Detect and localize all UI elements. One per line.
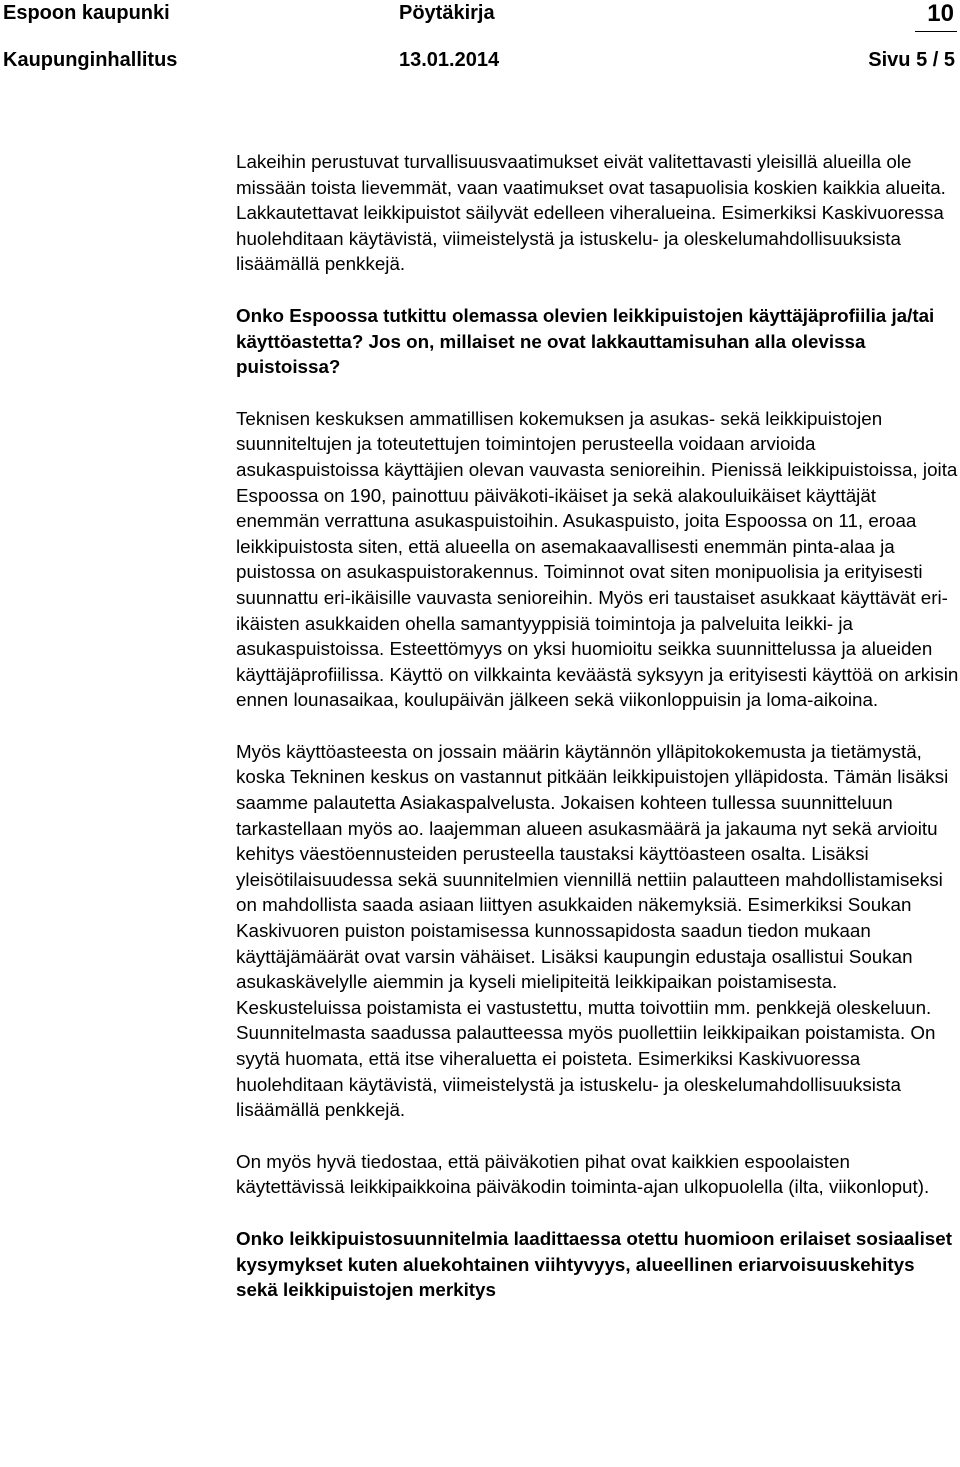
paragraph-safety-requirements: Lakeihin perustuvat turvallisuusvaatimukset eivät valitettavasti yleisillä alueilla ole missään toista lievemmät, vaan vaatimukset ovat tasapuolisia koskien kaikkia alueita. Lakkautettavat leikkipuistot säilyvät edelleen viheralueina. Esimerkiksi Kaskivuoressa huolehditaan käytävistä, viimeistelystä ja istuskelu- ja oleskelumahdollisuuksista lisäämällä penkkejä. bbox=[236, 151, 946, 275]
page-number-underline bbox=[915, 31, 957, 32]
paragraph-daycare-yards: On myös hyvä tiedostaa, että päiväkotien pihat ovat kaikkien espoolaisten käytettävissä leikkipaikkoina päiväkodin toiminta-ajan ulkopuolella (ilta, viikonloput). bbox=[236, 1150, 930, 1198]
document-type: Pöytäkirja bbox=[399, 2, 495, 24]
page-number: 10 bbox=[927, 0, 954, 27]
question-user-profile: Onko Espoossa tutkittu olemassa olevien leikkipuistojen käyttäjäprofiilia ja/tai käyttöastetta? Jos on, millaiset ne ovat lakkauttamisuhan alla olevissa puistoissa? bbox=[236, 304, 935, 378]
page-header bbox=[0, 0, 960, 80]
meeting-date: 13.01.2014 bbox=[399, 49, 500, 71]
paragraph-usage-rate: Myös käyttöasteesta on jossain määrin käytännön ylläpitokokemusta ja tietämystä, koska Tekninen keskus on vastannut pitkään leikkipuistojen ylläpidosta. Tämän lisäksi saamme palautetta Asiakaspalvelusta. Jokaisen kohteen tullessa suunnitteluun tarkastellaan myös ao. laajemman alueen asukasmäärä ja jakauma nyt sekä arvioitu kehitys väestöennusteiden perusteella taustaksi käyttöasteen osalta. Lisäksi yleisötilaisuudessa sekä suunnitelmien viennillä nettiin palautteen mahdollistamiseksi on mahdollista saada asiaan liittyen asukkaiden näkemyksiä. Esimerkiksi Soukan Kaskivuoren puiston poistamisessa kunnossapidosta saadun tiedon mukaan käyttäjämäärät ovat varsin vähäiset. Lisäksi kaupungin edustaja osallistui Soukan asukaskävelylle aiemmin ja kyseli mielipiteitä leikkipaikan poistamisesta. Keskusteluissa poistamista ei vastustettu, mutta toivottiin mm. penkkejä oleskeluun. Suunnitelmasta saadussa palautteessa myös puollettiin leikkipaikan poistamista. On syytä huomata, että itse viheraluetta ei poisteta. Esimerkiksi Kaskivuoressa huolehditaan käytävistä, viimeistelystä ja istuskelu- ja oleskelumahdollisuuksista lisäämällä penkkejä. bbox=[236, 740, 949, 1121]
governing-body: Kaupunginhallitus bbox=[3, 49, 178, 71]
page-label: Sivu 5 / 5 bbox=[868, 49, 955, 71]
question-social-issues: Onko leikkipuistosuunnitelmia laadittaessa otettu huomioon erilaiset sosiaaliset kysymykset kuten aluekohtainen viihtyvyys, alueellinen eriarvoisuuskehitys sekä leikkipuistojen merkitys bbox=[236, 1227, 952, 1301]
paragraph-user-profile-answer: Teknisen keskuksen ammatillisen kokemuksen ja asukas- sekä leikkipuistojen suunniteltujen ja toteutettujen toimintojen perusteella voidaan arvioida asukaspuistoissa käyttäjien olevan vauvasta senioreihin. Pienissä leikkipuistoissa, joita Espoossa on 190, painottuu päiväkoti-ikäiset ja sekä alakouluikäiset käyttäjät enemmän verrattuna asukaspuistoihin. Asukaspuisto, joita Espoossa on 11, eroaa leikkipuistosta siten, että alueella on asemakaavallisesti enemmän pinta-alaa ja puistossa on asukaspuistorakennus. Toiminnot ovat siten monipuolisia ja erityisesti suunnattu eri-ikäisille vauvasta senioreihin. Myös eri taustaiset asukkaat käyttävät eri-ikäisten asukkaiden ohella samantyyppisiä toimintoja ja palveluita leikki- ja asukaspuistoissa. Esteettömyys on yksi huomioitu seikka suunnittelussa ja alueiden käyttäjäprofiilissa. Käyttö on vilkkainta keväästä syksyyn ja erityisesti käyttöä on arkisin ennen lounasaikaa, koulupäivän jälkeen sekä viikonloppuisin ja loma-aikoina. bbox=[236, 407, 959, 711]
document-body bbox=[236, 149, 960, 1303]
organization-name: Espoon kaupunki bbox=[3, 2, 170, 24]
